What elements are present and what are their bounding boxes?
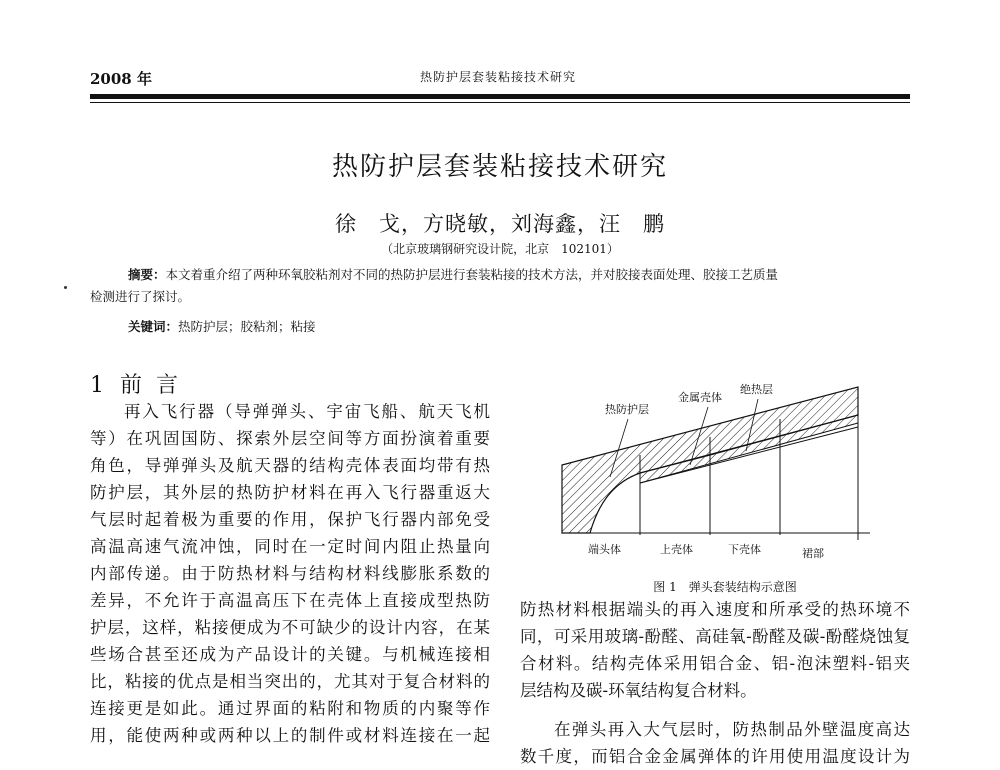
paper-authors: 徐 戈，方晓敏，刘海鑫，汪 鹏 <box>335 212 665 236</box>
body-line: 在弹头再入大气层时，防热制品外壁温度高达 <box>554 720 910 739</box>
abstract-label: 摘要： <box>128 267 166 282</box>
paper-title: 热防护层套装粘接技术研究 <box>331 152 668 182</box>
body-line: 角色，导弹弹头及航天器的结构壳体表面均带有热 <box>90 456 490 475</box>
section-number: 1 <box>90 373 104 398</box>
body-line: 防热材料根据端头的再入速度和所承受的热环境不 <box>520 600 910 619</box>
figure-1 <box>540 375 910 570</box>
header-year: 2008 年 <box>90 70 152 88</box>
body-line: 层结构及碳-环氧结构复合材料。 <box>520 681 757 700</box>
abstract-line-1 <box>90 264 910 286</box>
section-heading <box>90 368 192 399</box>
running-header <box>90 68 910 90</box>
right-column <box>520 596 910 770</box>
label-thermal-layer: 热防护层 <box>605 403 649 416</box>
label-metal-shell: 金属壳体 <box>678 391 722 404</box>
header-rule-thick <box>90 94 910 99</box>
label-insulation: 绝热层 <box>740 383 773 396</box>
body-line: 等）在巩固国防、探索外层空间等方面扮演着重要 <box>90 429 490 448</box>
body-line: 连接更是如此。通过界面的粘附和物质的内聚等作 <box>90 699 490 718</box>
body-line: 高温高速气流冲蚀，同时在一定时间内阻止热量向 <box>90 537 490 556</box>
body-line: 合材料。结构壳体采用铝合金、铝-泡沫塑料-铝夹 <box>520 654 910 673</box>
label-tail: 裙部 <box>802 547 824 560</box>
section-title: 前言 <box>120 373 193 398</box>
structure-diagram <box>540 375 910 570</box>
body-line: 再入飞行器（导弹弹头、宇宙飞船、航天飞机 <box>124 402 490 421</box>
label-nose: 端头体 <box>588 543 621 556</box>
label-upper-shell: 上壳体 <box>660 543 693 556</box>
header-running-title: 热防护层套装粘接技术研究 <box>420 70 577 84</box>
body-line: 数千度，而铝合金金属弹体的许用使用温度设计为 <box>520 747 910 766</box>
abstract <box>90 264 910 308</box>
label-lower-shell: 下壳体 <box>728 543 761 556</box>
figure-caption: 图 1 弹头套装结构示意图 <box>653 580 797 594</box>
left-column <box>90 398 490 749</box>
margin-dot <box>64 286 67 289</box>
body-line: 内部传递。由于防热材料与结构材料线膨胀系数的 <box>90 564 490 583</box>
body-line: 些场合甚至还成为产品设计的关键。与机械连接相 <box>90 645 490 664</box>
abstract-text-1: 本文着重介绍了两种环氧胶粘剂对不同的热防护层进行套装粘接的技术方法，并对胶接表面处理、胶接工艺质量 <box>165 267 779 282</box>
keywords-label: 关键词： <box>128 319 179 334</box>
body-line: 同，可采用玻璃-酚醛、高硅氧-酚醛及碳-酚醛烧蚀复 <box>520 627 910 646</box>
paper-affiliation: （北京玻璃钢研究设计院，北京 102101） <box>381 242 619 256</box>
body-line: 差异，不允许于高温高压下在壳体上直接成型热防 <box>90 591 490 610</box>
body-line: 防护层，其外层的热防护材料在再入飞行器重返大 <box>90 483 490 502</box>
abstract-text-2: 检测进行了探讨。 <box>90 289 191 304</box>
header-rule-thin <box>90 102 910 103</box>
keywords-text: 热防护层；胶粘剂；粘接 <box>178 319 316 334</box>
body-line: 气层时起着极为重要的作用，保护飞行器内部免受 <box>90 510 490 529</box>
body-line: 用，能使两种或两种以上的制件或材料连接在一起 <box>90 726 490 745</box>
body-line: 护层，这样，粘接便成为不可缺少的设计内容，在某 <box>90 618 490 637</box>
body-line: 比，粘接的优点是相当突出的，尤其对于复合材料的 <box>90 672 490 691</box>
keywords <box>128 317 316 335</box>
